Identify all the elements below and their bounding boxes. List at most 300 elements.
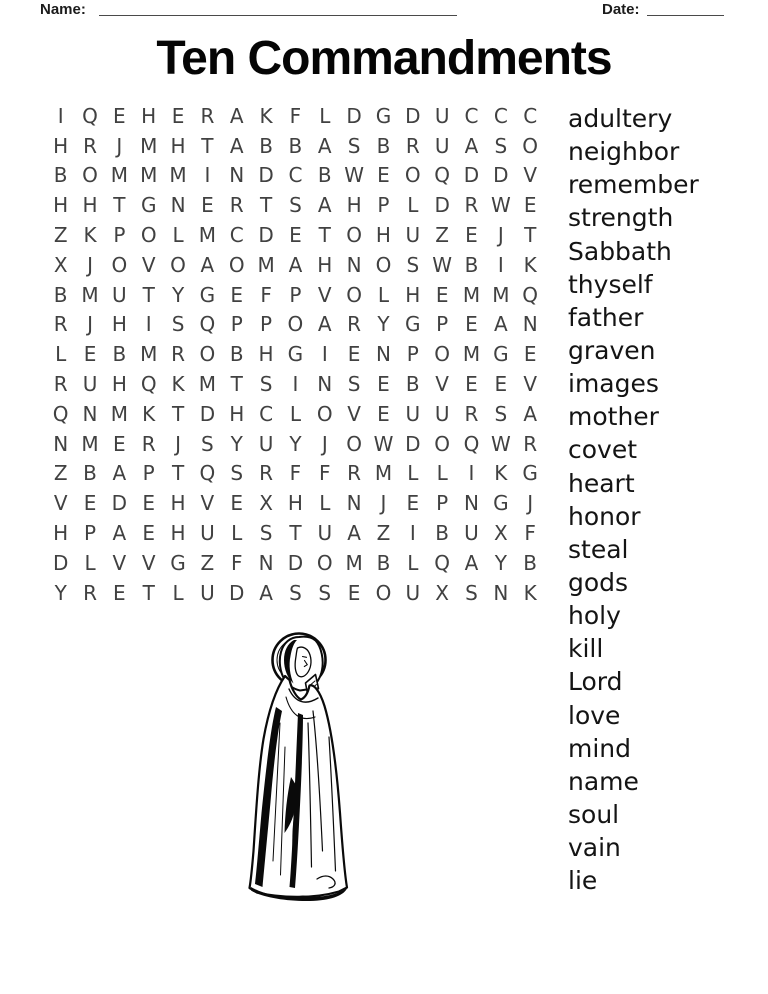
grid-letter[interactable]: A bbox=[112, 521, 127, 546]
grid-letter[interactable]: E bbox=[377, 372, 390, 397]
grid-letter[interactable]: U bbox=[434, 401, 450, 426]
grid-letter[interactable]: N bbox=[346, 491, 362, 516]
grid-letter[interactable]: O bbox=[140, 223, 157, 248]
grid-letter[interactable]: O bbox=[375, 580, 392, 605]
grid-letter[interactable]: W bbox=[344, 163, 364, 188]
grid-letter[interactable]: A bbox=[464, 133, 479, 158]
word-list-item[interactable]: Lord bbox=[568, 667, 623, 697]
grid-letter[interactable]: O bbox=[346, 223, 362, 248]
grid-letter[interactable]: S bbox=[318, 580, 332, 605]
grid-letter[interactable]: A bbox=[493, 312, 508, 337]
grid-letter[interactable]: U bbox=[434, 133, 450, 158]
grid-letter[interactable]: O bbox=[111, 252, 128, 277]
grid-letter[interactable]: E bbox=[377, 163, 390, 188]
grid-letter[interactable]: Y bbox=[54, 580, 67, 605]
date-input-line[interactable] bbox=[647, 15, 724, 16]
grid-letter[interactable]: G bbox=[522, 461, 538, 486]
grid-letter[interactable]: H bbox=[405, 282, 421, 307]
grid-letter[interactable]: B bbox=[376, 550, 391, 575]
grid-letter[interactable]: N bbox=[464, 491, 479, 516]
grid-letter[interactable]: E bbox=[142, 491, 156, 516]
word-list-item[interactable]: mind bbox=[568, 733, 632, 763]
grid-letter[interactable]: M bbox=[110, 401, 128, 426]
grid-letter[interactable]: D bbox=[258, 223, 274, 248]
grid-letter[interactable]: U bbox=[200, 580, 215, 605]
word-list-item[interactable]: mother bbox=[568, 402, 659, 432]
grid-letter[interactable]: A bbox=[288, 252, 303, 277]
grid-letter[interactable]: O bbox=[170, 252, 186, 277]
grid-letter[interactable]: P bbox=[142, 461, 155, 486]
grid-letter[interactable]: A bbox=[347, 521, 361, 546]
grid-letter[interactable]: F bbox=[260, 282, 272, 307]
grid-letter[interactable]: M bbox=[462, 342, 481, 367]
grid-letter[interactable]: N bbox=[375, 342, 391, 367]
grid-letter[interactable]: E bbox=[113, 103, 126, 128]
grid-letter[interactable]: T bbox=[524, 223, 537, 248]
grid-letter[interactable]: U bbox=[434, 103, 450, 128]
grid-letter[interactable]: M bbox=[81, 282, 99, 307]
grid-letter[interactable]: T bbox=[230, 372, 243, 397]
grid-letter[interactable]: F bbox=[289, 103, 302, 128]
grid-letter[interactable]: A bbox=[317, 193, 332, 218]
grid-letter[interactable]: M bbox=[140, 163, 158, 188]
grid-letter[interactable]: P bbox=[83, 521, 97, 546]
grid-letter[interactable]: B bbox=[376, 133, 391, 158]
grid-letter[interactable]: G bbox=[405, 312, 421, 337]
grid-letter[interactable]: V bbox=[53, 491, 68, 516]
grid-letter[interactable]: V bbox=[523, 372, 538, 397]
grid-letter[interactable]: D bbox=[52, 550, 69, 575]
grid-letter[interactable]: C bbox=[259, 401, 274, 426]
grid-letter[interactable]: O bbox=[346, 431, 362, 456]
grid-letter[interactable]: C bbox=[493, 103, 508, 128]
grid-letter[interactable]: A bbox=[259, 580, 273, 605]
grid-letter[interactable]: E bbox=[465, 312, 478, 337]
grid-letter[interactable]: R bbox=[53, 312, 68, 337]
grid-letter[interactable]: S bbox=[494, 401, 508, 426]
grid-letter[interactable]: U bbox=[464, 521, 479, 546]
grid-letter[interactable]: O bbox=[82, 163, 98, 188]
grid-letter[interactable]: D bbox=[229, 580, 245, 605]
grid-letter[interactable]: D bbox=[346, 103, 362, 128]
grid-letter[interactable]: R bbox=[347, 461, 362, 486]
grid-letter[interactable]: W bbox=[490, 431, 511, 456]
grid-letter[interactable]: Y bbox=[377, 312, 390, 337]
grid-letter[interactable]: E bbox=[435, 282, 449, 307]
grid-letter[interactable]: K bbox=[171, 372, 185, 397]
grid-letter[interactable]: E bbox=[83, 491, 97, 516]
grid-letter[interactable]: L bbox=[172, 580, 184, 605]
grid-letter[interactable]: H bbox=[170, 133, 186, 158]
grid-letter[interactable]: E bbox=[465, 372, 478, 397]
grid-letter[interactable]: I bbox=[57, 103, 64, 128]
grid-letter[interactable]: A bbox=[112, 461, 127, 486]
grid-letter[interactable]: E bbox=[289, 223, 302, 248]
grid-letter[interactable]: U bbox=[82, 372, 98, 397]
grid-letter[interactable]: R bbox=[405, 133, 420, 158]
grid-letter[interactable]: B bbox=[259, 133, 273, 158]
grid-letter[interactable]: H bbox=[111, 372, 127, 397]
grid-letter[interactable]: N bbox=[229, 163, 245, 188]
grid-letter[interactable]: V bbox=[523, 163, 538, 188]
grid-letter[interactable]: M bbox=[198, 223, 217, 248]
grid-letter[interactable]: S bbox=[259, 372, 273, 397]
grid-letter[interactable]: T bbox=[171, 461, 185, 486]
grid-letter[interactable]: W bbox=[373, 431, 394, 456]
word-list-item[interactable]: adultery bbox=[568, 104, 673, 133]
grid-letter[interactable]: M bbox=[140, 133, 158, 158]
grid-letter[interactable]: N bbox=[258, 550, 274, 575]
grid-letter[interactable]: U bbox=[258, 431, 274, 456]
grid-letter[interactable]: G bbox=[170, 550, 186, 575]
grid-letter[interactable]: E bbox=[201, 193, 214, 218]
grid-letter[interactable]: S bbox=[406, 252, 420, 277]
grid-letter[interactable]: L bbox=[55, 342, 67, 367]
grid-letter[interactable]: T bbox=[142, 282, 155, 307]
name-input-line[interactable] bbox=[99, 15, 457, 16]
grid-letter[interactable]: S bbox=[289, 580, 302, 605]
grid-letter[interactable]: D bbox=[287, 550, 304, 575]
grid-letter[interactable]: N bbox=[346, 252, 362, 277]
grid-letter[interactable]: L bbox=[84, 550, 96, 575]
grid-letter[interactable]: T bbox=[201, 133, 214, 158]
word-list-item[interactable]: images bbox=[568, 369, 659, 399]
grid-letter[interactable]: R bbox=[523, 431, 538, 456]
grid-letter[interactable]: K bbox=[523, 252, 537, 277]
grid-letter[interactable]: Q bbox=[434, 550, 451, 575]
word-list-item[interactable]: strength bbox=[568, 203, 674, 233]
grid-letter[interactable]: D bbox=[405, 103, 421, 128]
grid-letter[interactable]: L bbox=[407, 461, 419, 486]
grid-letter[interactable]: D bbox=[111, 491, 128, 516]
grid-letter[interactable]: D bbox=[434, 193, 450, 218]
grid-letter[interactable]: B bbox=[229, 342, 244, 367]
grid-letter[interactable]: P bbox=[377, 193, 390, 218]
grid-letter[interactable]: A bbox=[229, 103, 244, 128]
grid-letter[interactable]: L bbox=[231, 521, 243, 546]
grid-letter[interactable]: D bbox=[493, 163, 509, 188]
grid-letter[interactable]: E bbox=[347, 580, 361, 605]
grid-letter[interactable]: Q bbox=[199, 461, 216, 486]
grid-letter[interactable]: Q bbox=[199, 312, 216, 337]
grid-letter[interactable]: H bbox=[82, 193, 98, 218]
word-list-item[interactable]: Sabbath bbox=[568, 236, 672, 266]
grid-letter[interactable]: A bbox=[464, 550, 479, 575]
grid-letter[interactable]: O bbox=[316, 550, 333, 575]
grid-letter[interactable]: Z bbox=[435, 223, 449, 248]
grid-letter[interactable]: E bbox=[230, 282, 244, 307]
grid-letter[interactable]: J bbox=[527, 491, 534, 516]
grid-letter[interactable]: R bbox=[83, 580, 97, 605]
grid-letter[interactable]: R bbox=[259, 461, 274, 486]
grid-letter[interactable]: P bbox=[113, 223, 126, 248]
grid-letter[interactable]: J bbox=[321, 431, 328, 456]
grid-letter[interactable]: H bbox=[53, 193, 69, 218]
grid-letter[interactable]: L bbox=[172, 223, 184, 248]
grid-letter[interactable]: I bbox=[409, 521, 416, 546]
word-list-item[interactable]: name bbox=[568, 766, 639, 796]
grid-letter[interactable]: R bbox=[141, 431, 156, 456]
grid-letter[interactable]: O bbox=[375, 252, 392, 277]
grid-letter[interactable]: A bbox=[200, 252, 215, 277]
grid-letter[interactable]: M bbox=[198, 372, 217, 397]
grid-letter[interactable]: J bbox=[380, 491, 387, 516]
grid-letter[interactable]: I bbox=[145, 312, 152, 337]
grid-letter[interactable]: U bbox=[317, 521, 333, 546]
grid-letter[interactable]: O bbox=[199, 342, 216, 367]
grid-letter[interactable]: H bbox=[53, 521, 69, 546]
grid-letter[interactable]: G bbox=[140, 193, 157, 218]
grid-letter[interactable]: Y bbox=[171, 282, 185, 307]
word-list-item[interactable]: soul bbox=[568, 799, 620, 829]
grid-letter[interactable]: H bbox=[258, 342, 274, 367]
word-list-item[interactable]: steal bbox=[568, 534, 629, 564]
grid-letter[interactable]: O bbox=[228, 252, 245, 277]
grid-letter[interactable]: F bbox=[524, 521, 536, 546]
grid-letter[interactable]: L bbox=[407, 550, 419, 575]
grid-letter[interactable]: R bbox=[83, 133, 97, 158]
grid-letter[interactable]: C bbox=[523, 103, 538, 128]
grid-letter[interactable]: P bbox=[289, 282, 302, 307]
grid-letter[interactable]: D bbox=[258, 163, 274, 188]
grid-letter[interactable]: O bbox=[316, 401, 333, 426]
grid-letter[interactable]: Y bbox=[494, 550, 507, 575]
grid-letter[interactable]: M bbox=[81, 431, 99, 456]
grid-letter[interactable]: Z bbox=[53, 223, 68, 248]
grid-letter[interactable]: T bbox=[142, 580, 155, 605]
grid-letter[interactable]: H bbox=[141, 103, 157, 128]
grid-letter[interactable]: H bbox=[229, 401, 245, 426]
grid-letter[interactable]: E bbox=[142, 521, 156, 546]
grid-letter[interactable]: H bbox=[170, 521, 186, 546]
grid-letter[interactable]: C bbox=[288, 163, 303, 188]
grid-letter[interactable]: V bbox=[200, 491, 215, 516]
grid-letter[interactable]: A bbox=[317, 312, 332, 337]
grid-letter[interactable]: R bbox=[347, 312, 362, 337]
word-list-item[interactable]: honor bbox=[568, 501, 641, 531]
grid-letter[interactable]: V bbox=[317, 282, 332, 307]
grid-letter[interactable]: M bbox=[462, 282, 481, 307]
word-list-item[interactable]: heart bbox=[568, 468, 635, 498]
grid-letter[interactable]: Q bbox=[52, 401, 69, 426]
grid-letter[interactable]: R bbox=[464, 193, 479, 218]
grid-letter[interactable]: R bbox=[200, 103, 215, 128]
grid-letter[interactable]: K bbox=[142, 401, 156, 426]
grid-letter[interactable]: X bbox=[435, 580, 449, 605]
grid-letter[interactable]: Z bbox=[53, 461, 68, 486]
grid-letter[interactable]: V bbox=[141, 252, 156, 277]
grid-letter[interactable]: I bbox=[497, 252, 504, 277]
grid-letter[interactable]: B bbox=[523, 550, 538, 575]
grid-letter[interactable]: D bbox=[463, 163, 480, 188]
grid-letter[interactable]: C bbox=[464, 103, 479, 128]
grid-letter[interactable]: F bbox=[289, 461, 302, 486]
grid-letter[interactable]: L bbox=[319, 491, 331, 516]
grid-letter[interactable]: S bbox=[347, 372, 361, 397]
grid-letter[interactable]: H bbox=[317, 252, 333, 277]
grid-letter[interactable]: E bbox=[377, 401, 390, 426]
grid-letter[interactable]: L bbox=[377, 282, 390, 307]
grid-letter[interactable]: E bbox=[230, 491, 244, 516]
grid-letter[interactable]: E bbox=[494, 372, 508, 397]
grid-letter[interactable]: N bbox=[493, 580, 509, 605]
grid-letter[interactable]: Y bbox=[289, 431, 302, 456]
grid-letter[interactable]: V bbox=[435, 372, 449, 397]
grid-letter[interactable]: B bbox=[288, 133, 303, 158]
grid-letter[interactable]: J bbox=[87, 312, 93, 337]
word-list-item[interactable]: love bbox=[568, 700, 621, 730]
word-list-item[interactable]: remember bbox=[568, 170, 699, 200]
grid-letter[interactable]: P bbox=[436, 312, 449, 337]
grid-letter[interactable]: P bbox=[406, 342, 419, 367]
grid-letter[interactable]: G bbox=[199, 282, 216, 307]
grid-letter[interactable]: B bbox=[435, 521, 449, 546]
grid-letter[interactable]: U bbox=[405, 223, 421, 248]
grid-letter[interactable]: P bbox=[260, 312, 273, 337]
word-list-item[interactable]: kill bbox=[568, 634, 604, 664]
grid-letter[interactable]: T bbox=[318, 223, 331, 248]
word-list-item[interactable]: vain bbox=[568, 833, 621, 863]
grid-letter[interactable]: J bbox=[116, 133, 123, 158]
grid-letter[interactable]: F bbox=[319, 461, 331, 486]
grid-letter[interactable]: K bbox=[83, 223, 97, 248]
word-list-item[interactable]: gods bbox=[568, 567, 629, 597]
grid-letter[interactable]: S bbox=[347, 133, 361, 158]
grid-letter[interactable]: U bbox=[200, 521, 215, 546]
grid-letter[interactable]: E bbox=[83, 342, 97, 367]
grid-letter[interactable]: A bbox=[229, 133, 244, 158]
grid-letter[interactable]: H bbox=[287, 491, 303, 516]
grid-letter[interactable]: N bbox=[170, 193, 186, 218]
grid-letter[interactable]: U bbox=[405, 401, 421, 426]
grid-letter[interactable]: M bbox=[492, 282, 510, 307]
grid-letter[interactable]: N bbox=[53, 431, 69, 456]
grid-letter[interactable]: I bbox=[292, 372, 299, 397]
grid-letter[interactable]: N bbox=[522, 312, 538, 337]
grid-letter[interactable]: B bbox=[53, 163, 68, 188]
grid-letter[interactable]: S bbox=[465, 580, 478, 605]
grid-letter[interactable]: M bbox=[140, 342, 158, 367]
grid-letter[interactable]: S bbox=[230, 461, 244, 486]
grid-letter[interactable]: E bbox=[465, 223, 478, 248]
grid-letter[interactable]: E bbox=[113, 580, 126, 605]
grid-letter[interactable]: M bbox=[374, 461, 393, 486]
grid-letter[interactable]: X bbox=[493, 521, 508, 546]
grid-letter[interactable]: G bbox=[493, 491, 509, 516]
grid-letter[interactable]: L bbox=[436, 461, 448, 486]
grid-letter[interactable]: S bbox=[171, 312, 185, 337]
grid-letter[interactable]: L bbox=[289, 401, 301, 426]
grid-letter[interactable]: E bbox=[523, 193, 537, 218]
grid-letter[interactable]: O bbox=[287, 312, 304, 337]
grid-letter[interactable]: W bbox=[432, 252, 453, 277]
grid-letter[interactable]: Q bbox=[463, 431, 480, 456]
grid-letter[interactable]: O bbox=[434, 342, 451, 367]
grid-letter[interactable]: W bbox=[490, 193, 511, 218]
grid-letter[interactable]: Q bbox=[82, 103, 98, 128]
grid-letter[interactable]: G bbox=[493, 342, 509, 367]
grid-letter[interactable]: H bbox=[53, 133, 69, 158]
grid-letter[interactable]: S bbox=[289, 193, 302, 218]
grid-letter[interactable]: Z bbox=[376, 521, 391, 546]
grid-letter[interactable]: T bbox=[259, 193, 273, 218]
grid-letter[interactable]: H bbox=[170, 491, 186, 516]
grid-letter[interactable]: P bbox=[230, 312, 243, 337]
grid-letter[interactable]: V bbox=[112, 550, 127, 575]
grid-letter[interactable]: O bbox=[522, 133, 539, 158]
word-list-item[interactable]: father bbox=[568, 302, 644, 332]
grid-letter[interactable]: I bbox=[321, 342, 328, 367]
grid-letter[interactable]: A bbox=[317, 133, 332, 158]
grid-letter[interactable]: Z bbox=[200, 550, 215, 575]
grid-letter[interactable]: N bbox=[82, 401, 98, 426]
grid-letter[interactable]: R bbox=[464, 401, 479, 426]
grid-letter[interactable]: M bbox=[169, 163, 187, 188]
grid-letter[interactable]: T bbox=[113, 193, 126, 218]
grid-letter[interactable]: O bbox=[434, 431, 451, 456]
grid-letter[interactable]: B bbox=[83, 461, 97, 486]
grid-letter[interactable]: A bbox=[523, 401, 538, 426]
grid-letter[interactable]: O bbox=[346, 282, 362, 307]
grid-letter[interactable]: B bbox=[53, 282, 68, 307]
grid-letter[interactable]: R bbox=[229, 193, 244, 218]
grid-letter[interactable]: E bbox=[347, 342, 361, 367]
grid-letter[interactable]: K bbox=[523, 580, 537, 605]
grid-letter[interactable]: D bbox=[199, 401, 216, 426]
grid-letter[interactable]: H bbox=[111, 312, 127, 337]
word-list-item[interactable]: covet bbox=[568, 435, 638, 465]
grid-letter[interactable]: J bbox=[175, 431, 181, 456]
grid-letter[interactable]: S bbox=[259, 521, 273, 546]
grid-letter[interactable]: Q bbox=[434, 163, 451, 188]
grid-letter[interactable]: B bbox=[464, 252, 479, 277]
grid-letter[interactable]: G bbox=[287, 342, 304, 367]
grid-letter[interactable]: T bbox=[171, 401, 185, 426]
grid-letter[interactable]: I bbox=[204, 163, 211, 188]
grid-letter[interactable]: J bbox=[497, 223, 504, 248]
grid-letter[interactable]: M bbox=[257, 252, 275, 277]
grid-letter[interactable]: M bbox=[345, 550, 363, 575]
grid-letter[interactable]: I bbox=[468, 461, 475, 486]
grid-letter[interactable]: Q bbox=[522, 282, 539, 307]
grid-letter[interactable]: B bbox=[317, 163, 332, 188]
grid-letter[interactable]: J bbox=[87, 252, 93, 277]
grid-letter[interactable]: B bbox=[112, 342, 127, 367]
grid-letter[interactable]: V bbox=[141, 550, 156, 575]
grid-letter[interactable]: E bbox=[523, 342, 537, 367]
word-list-item[interactable]: graven bbox=[568, 335, 656, 365]
grid-letter[interactable]: S bbox=[494, 133, 508, 158]
grid-letter[interactable]: M bbox=[110, 163, 128, 188]
grid-letter[interactable]: K bbox=[259, 103, 273, 128]
grid-letter[interactable]: H bbox=[375, 223, 391, 248]
grid-letter[interactable]: Y bbox=[230, 431, 243, 456]
grid-letter[interactable]: E bbox=[406, 491, 420, 516]
grid-letter[interactable]: P bbox=[436, 491, 449, 516]
grid-letter[interactable]: E bbox=[113, 431, 126, 456]
word-list-item[interactable]: holy bbox=[568, 601, 621, 631]
grid-letter[interactable]: L bbox=[407, 193, 419, 218]
grid-letter[interactable]: L bbox=[319, 103, 331, 128]
grid-letter[interactable]: D bbox=[405, 431, 421, 456]
grid-letter[interactable]: V bbox=[347, 401, 361, 426]
grid-letter[interactable]: N bbox=[317, 372, 333, 397]
grid-letter[interactable]: K bbox=[494, 461, 508, 486]
grid-letter[interactable]: X bbox=[259, 491, 273, 516]
grid-letter[interactable]: R bbox=[171, 342, 185, 367]
grid-letter[interactable]: O bbox=[404, 163, 421, 188]
grid-letter[interactable]: U bbox=[405, 580, 421, 605]
